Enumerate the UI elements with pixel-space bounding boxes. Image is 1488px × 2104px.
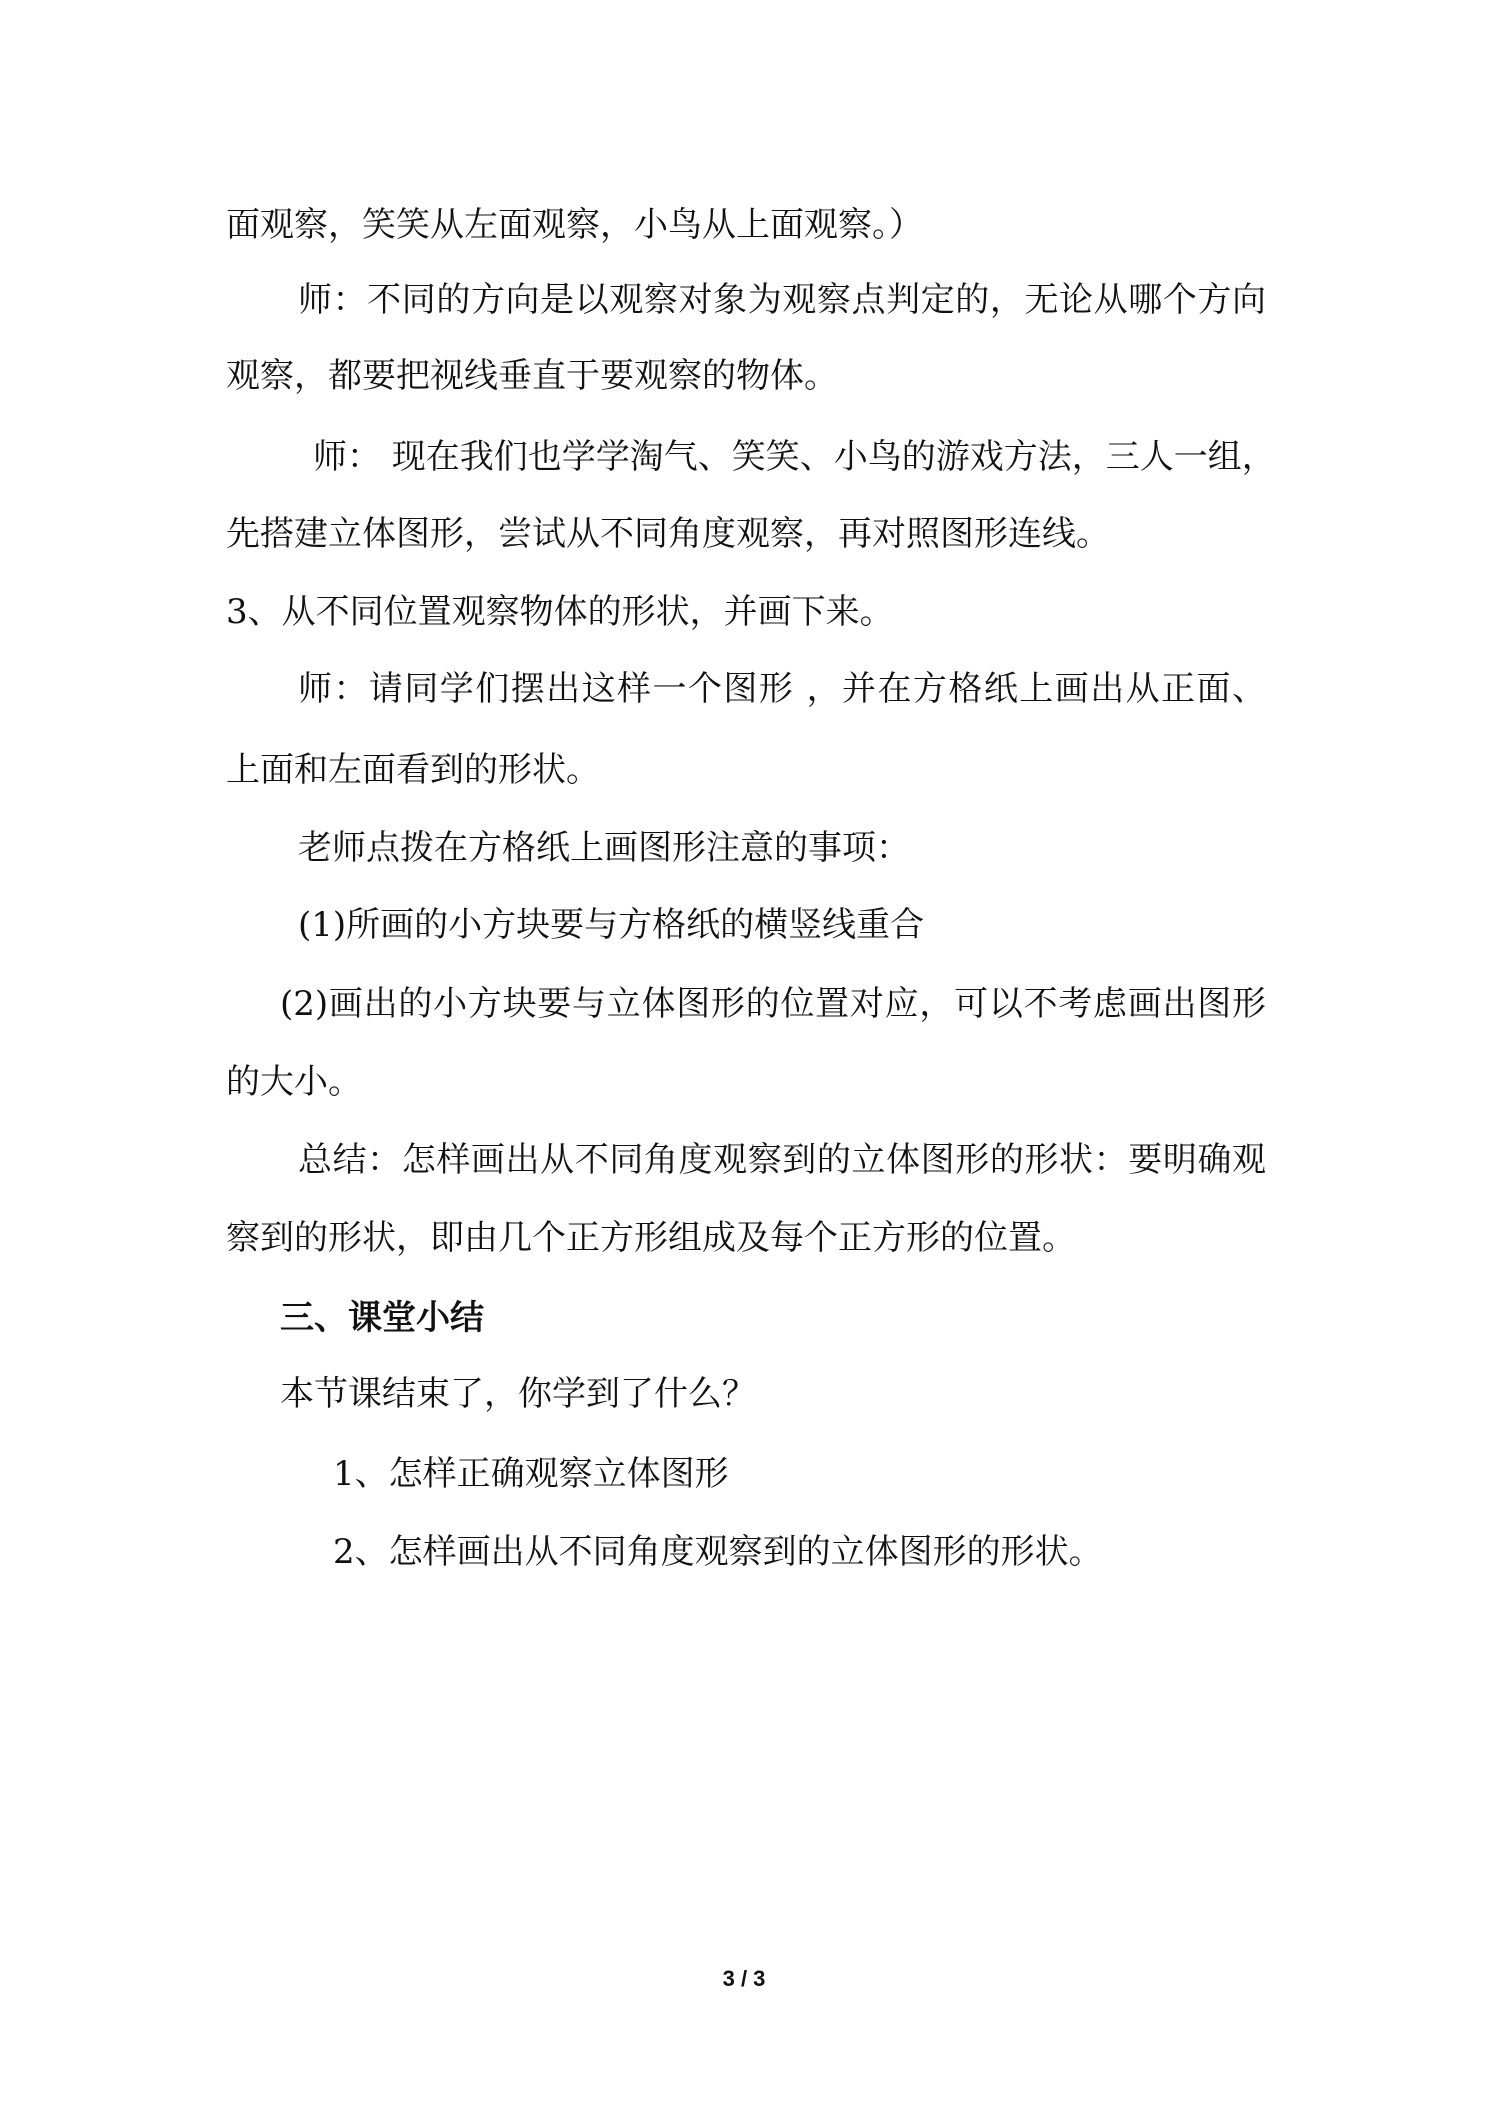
text-line-1: 面观察，笑笑从左面观察，小鸟从上面观察。） [226,205,923,245]
text-line-3: 观察，都要把视线垂直于要观察的物体。 [226,356,838,396]
text-line-12: 的大小。 [226,1062,362,1102]
section-heading-3: 3、从不同位置观察物体的形状，并画下来。 [226,592,894,632]
list-item-2: (2)画出的小方块要与立体图形的位置对应，可以不考虑画出图形 [280,984,1266,1024]
summary-line-1: 总结：怎样画出从不同角度观察到的立体图形的形状：要明确观 [298,1140,1266,1180]
page-number: 3 / 3 [722,1966,766,1991]
text-line-8: 上面和左面看到的形状。 [226,750,600,790]
text-line-9: 老师点拨在方格纸上画图形注意的事项： [298,828,910,868]
text-line-7: 师：请同学们摆出这样一个图形 ，并在方格纸上画出从正面、 [298,669,1266,709]
summary-item-2: 2、怎样画出从不同角度观察到的立体图形的形状。 [333,1532,1103,1572]
text-line-2: 师：不同的方向是以观察对象为观察点判定的，无论从哪个方向 [298,280,1266,320]
summary-item-1: 1、怎样正确观察立体图形 [333,1454,729,1494]
summary-line-2: 察到的形状，即由几个正方形组成及每个正方形的位置。 [226,1218,1076,1258]
list-item-1: (1)所画的小方块要与方格纸的横竖线重合 [298,905,925,945]
text-line-5: 先搭建立体图形，尝试从不同角度观察，再对照图形连线。 [226,514,1110,554]
text-line-4: 师： 现在我们也学学淘气、笑笑、小鸟的游戏方法，三人一组， [313,437,1276,477]
section-heading-summary: 三、课堂小结 [280,1298,484,1338]
text-line-16: 本节课结束了，你学到了什么？ [280,1374,756,1414]
